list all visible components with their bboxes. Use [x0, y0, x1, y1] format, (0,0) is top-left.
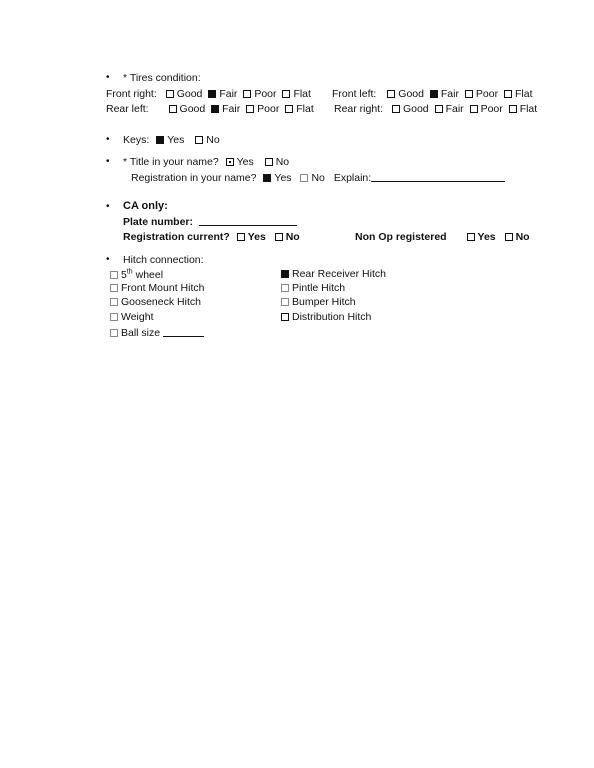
rear-right-fair-checkbox[interactable]	[435, 105, 443, 113]
front-right-fair-checkbox[interactable]	[208, 90, 216, 98]
hitch-option-front-mount	[110, 282, 204, 294]
front-left-row	[332, 88, 536, 100]
title-no-checkbox[interactable]	[265, 158, 273, 166]
option-label: Poor	[475, 88, 499, 100]
gooseneck-checkbox[interactable]	[110, 298, 118, 306]
plate-field[interactable]	[199, 215, 297, 226]
explain-label: Explain:	[333, 172, 372, 184]
option-label: Fair	[440, 88, 459, 100]
hitch-option-pintle	[281, 282, 345, 294]
registration-label: Registration in your name?	[131, 172, 257, 184]
rear-right-flat-checkbox[interactable]	[509, 105, 517, 113]
bullet: •	[106, 134, 110, 145]
non-op-yes-label: Yes	[477, 231, 496, 243]
ball-size-label: Ball size	[121, 327, 161, 339]
front-mount-checkbox[interactable]	[110, 284, 118, 292]
bumper-checkbox[interactable]	[281, 298, 289, 306]
distribution-checkbox[interactable]	[281, 313, 289, 321]
option-label: Poor	[480, 103, 503, 115]
non-op-yes-checkbox[interactable]	[467, 233, 475, 241]
rear-right-row	[334, 103, 540, 115]
rear-left-poor-checkbox[interactable]	[246, 105, 254, 113]
pintle-checkbox[interactable]	[281, 284, 289, 292]
registration-current-yes-checkbox[interactable]	[237, 233, 245, 241]
option-label: Fair	[445, 103, 464, 115]
registration-no-checkbox[interactable]	[300, 174, 308, 182]
rear-right-good-checkbox[interactable]	[392, 105, 400, 113]
weight-label: Weight	[121, 311, 154, 323]
option-label: Flat	[293, 88, 311, 100]
keys-yes-checkbox[interactable]	[156, 136, 164, 144]
front-left-good-checkbox[interactable]	[387, 90, 395, 98]
registration-yes-checkbox[interactable]	[263, 174, 271, 182]
front-left-flat-checkbox[interactable]	[504, 90, 512, 98]
registration-current-yes-label: Yes	[247, 231, 266, 243]
keys-yes-label: Yes	[167, 134, 185, 146]
front-left-fair-checkbox[interactable]	[430, 90, 438, 98]
rear-right-poor-checkbox[interactable]	[470, 105, 478, 113]
non-op-no-label: No	[515, 231, 530, 243]
title-row	[123, 156, 289, 168]
distribution-label: Distribution Hitch	[292, 311, 372, 323]
keys-no-label: No	[206, 134, 220, 146]
rear-left-fair-checkbox[interactable]	[211, 105, 219, 113]
option-label: Flat	[515, 88, 533, 100]
option-label: Good	[402, 103, 429, 115]
weight-checkbox[interactable]	[110, 313, 118, 321]
option-label: Good	[398, 88, 424, 100]
front-right-row	[106, 88, 314, 100]
5th-wheel-label: 5th wheel	[121, 268, 164, 281]
pintle-label: Pintle Hitch	[292, 282, 346, 294]
5th-wheel-checkbox[interactable]	[110, 271, 118, 279]
front-right-poor-checkbox[interactable]	[243, 90, 251, 98]
option-label: Poor	[254, 88, 277, 100]
keys-no-checkbox[interactable]	[195, 136, 203, 144]
bullet: •	[106, 156, 110, 167]
hitch-heading: Hitch connection:	[123, 254, 204, 266]
title-label: * Title in your name?	[123, 156, 219, 168]
registration-yes-label: Yes	[274, 172, 292, 184]
rear-receiver-label: Rear Receiver Hitch	[292, 268, 386, 280]
registration-current-no-label: No	[285, 231, 300, 243]
rear-left-label: Rear left:	[106, 103, 149, 115]
bullet: •	[106, 201, 110, 212]
rear-receiver-checkbox[interactable]	[281, 270, 289, 278]
tires-heading: * Tires condition:	[123, 72, 201, 84]
hitch-option-5th-wheel	[110, 268, 163, 281]
option-label: Poor	[257, 103, 280, 115]
option-label: Fair	[219, 88, 238, 100]
option-label: Good	[179, 103, 206, 115]
hitch-option-gooseneck	[110, 296, 201, 308]
front-left-label: Front left:	[332, 88, 377, 100]
front-mount-label: Front Mount Hitch	[121, 282, 205, 294]
hitch-option-distribution	[281, 311, 371, 323]
front-right-good-checkbox[interactable]	[166, 90, 174, 98]
option-label: Flat	[519, 103, 538, 115]
rear-right-label: Rear right:	[334, 103, 384, 115]
front-right-flat-checkbox[interactable]	[282, 90, 290, 98]
non-op-no-checkbox[interactable]	[505, 233, 513, 241]
registration-current-no-checkbox[interactable]	[275, 233, 283, 241]
non-op-label: Non Op registered	[355, 231, 447, 243]
bullet: •	[106, 254, 110, 265]
hitch-option-weight	[110, 311, 154, 323]
explain-field[interactable]	[371, 171, 505, 182]
rear-left-good-checkbox[interactable]	[169, 105, 177, 113]
hitch-option-ball-size	[110, 326, 204, 339]
option-label: Good	[176, 88, 203, 100]
registration-current-label: Registration current?	[123, 231, 230, 243]
non-op-row	[355, 231, 530, 243]
rear-left-row	[106, 103, 317, 115]
keys-row	[123, 134, 220, 146]
ball-size-field[interactable]	[163, 326, 204, 337]
ca-heading: CA only:	[123, 200, 168, 212]
bullet: •	[106, 72, 110, 83]
ball-size-checkbox[interactable]	[110, 329, 118, 337]
keys-label: Keys:	[123, 134, 150, 146]
option-label: Fair	[222, 103, 241, 115]
front-left-poor-checkbox[interactable]	[465, 90, 473, 98]
gooseneck-label: Gooseneck Hitch	[121, 296, 201, 308]
rear-left-flat-checkbox[interactable]	[285, 105, 293, 113]
title-no-label: No	[275, 156, 290, 168]
registration-no-label: No	[311, 172, 325, 184]
option-label: Flat	[296, 103, 314, 115]
hitch-option-bumper	[281, 296, 356, 308]
title-yes-checkbox[interactable]	[226, 158, 234, 166]
front-right-label: Front right:	[106, 88, 157, 100]
plate-label: Plate number:	[123, 216, 194, 228]
registration-current-row	[123, 231, 300, 243]
plate-row	[123, 215, 297, 228]
hitch-option-rear-receiver	[281, 268, 386, 280]
bumper-label: Bumper Hitch	[292, 296, 356, 308]
registration-row	[131, 171, 505, 184]
title-yes-label: Yes	[236, 156, 254, 168]
